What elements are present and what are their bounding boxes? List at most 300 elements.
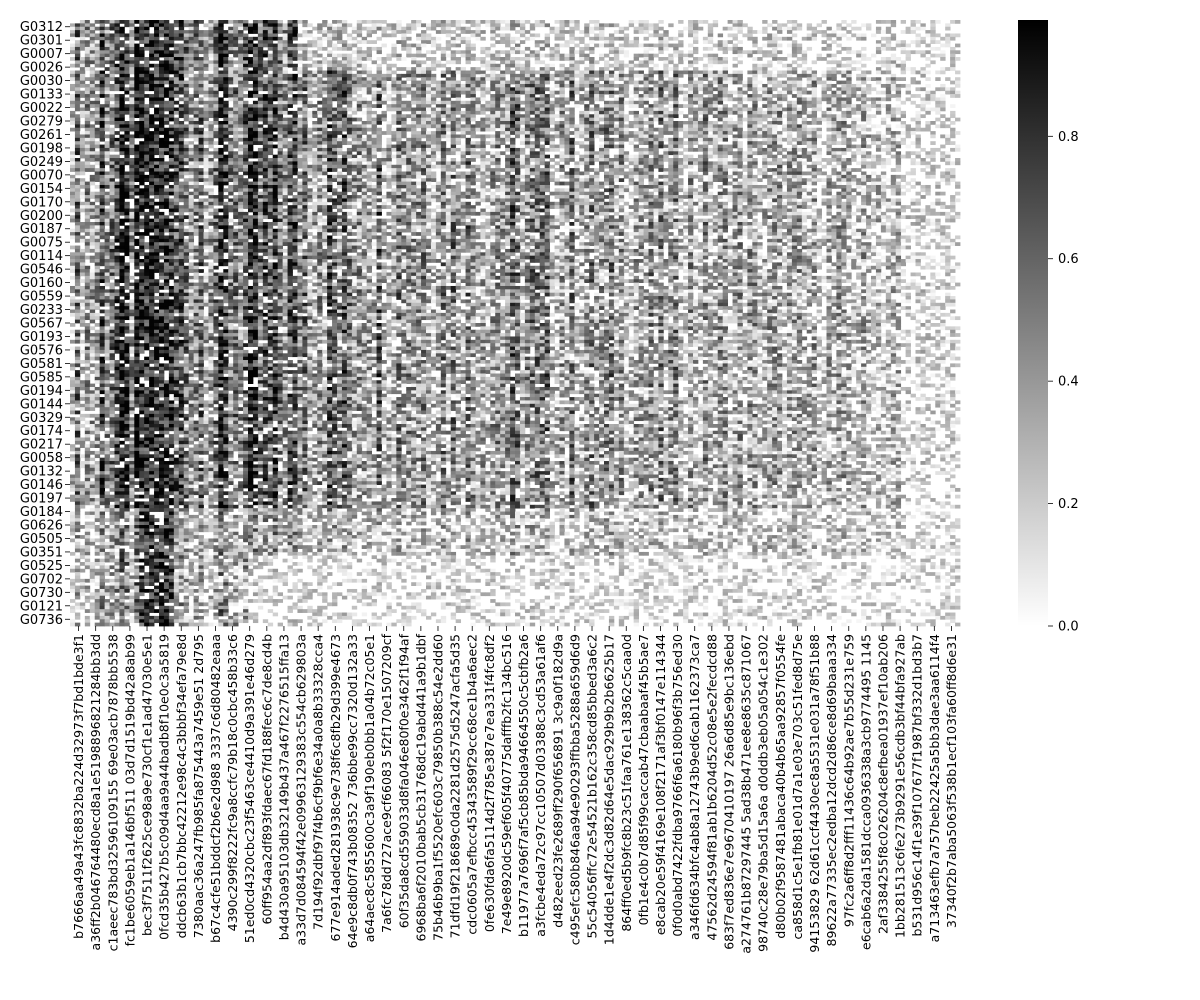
heatmap-cell — [851, 67, 856, 71]
heatmap-cell — [678, 54, 683, 58]
heatmap-cell — [594, 23, 599, 27]
heatmap-cell — [866, 57, 871, 61]
heatmap-cell — [159, 30, 164, 34]
heatmap-cell — [767, 74, 772, 78]
heatmap-cell — [352, 74, 357, 78]
heatmap-cell — [362, 81, 367, 85]
heatmap-cell — [228, 50, 233, 54]
heatmap-cell — [629, 23, 634, 27]
heatmap-cell — [747, 71, 752, 75]
heatmap-cell — [411, 57, 416, 61]
heatmap-cell — [920, 27, 925, 31]
heatmap-cell — [100, 50, 105, 54]
heatmap-cell — [560, 67, 565, 71]
heatmap-cell — [194, 27, 199, 31]
heatmap-cell — [861, 71, 866, 75]
heatmap-cell — [584, 57, 589, 61]
heatmap-cell — [134, 44, 139, 48]
heatmap-cell — [490, 50, 495, 54]
heatmap-cell — [386, 27, 391, 31]
heatmap-cell — [441, 50, 446, 54]
heatmap-cell — [787, 74, 792, 78]
heatmap-cell — [564, 44, 569, 48]
heatmap-cell — [283, 47, 288, 51]
heatmap-cell — [535, 57, 540, 61]
heatmap-cell — [515, 50, 520, 54]
heatmap-cell — [199, 33, 204, 37]
heatmap-cell — [688, 33, 693, 37]
heatmap-cell — [105, 44, 110, 48]
heatmap-cell — [525, 64, 530, 68]
heatmap-cell — [767, 60, 772, 64]
heatmap-cell — [159, 67, 164, 71]
heatmap-cell — [663, 30, 668, 34]
heatmap-cell — [658, 47, 663, 51]
heatmap-cell — [495, 27, 500, 31]
heatmap-cell — [90, 74, 95, 78]
heatmap-cell — [555, 27, 560, 31]
heatmap-cell — [357, 50, 362, 54]
heatmap-cell — [416, 20, 421, 24]
heatmap-cell — [752, 64, 757, 68]
heatmap-cell — [540, 77, 545, 81]
heatmap-cell — [500, 27, 505, 31]
heatmap-cell — [505, 40, 510, 44]
heatmap-cell — [233, 81, 238, 85]
heatmap-cell — [560, 71, 565, 75]
heatmap-cell — [278, 74, 283, 78]
heatmap-cell — [332, 30, 337, 34]
heatmap-cell — [169, 57, 174, 61]
heatmap-cell — [663, 64, 668, 68]
heatmap-cell — [297, 47, 302, 51]
heatmap-cell — [189, 50, 194, 54]
heatmap-cell — [238, 77, 243, 81]
heatmap-cell — [228, 74, 233, 78]
heatmap-cell — [658, 20, 663, 24]
heatmap-cell — [841, 64, 846, 68]
heatmap-cell — [273, 57, 278, 61]
heatmap-cell — [827, 37, 832, 41]
heatmap-cell — [599, 33, 604, 37]
heatmap-cell — [604, 67, 609, 71]
heatmap-cell — [411, 71, 416, 75]
heatmap-cell — [159, 54, 164, 58]
heatmap-cell — [307, 74, 312, 78]
heatmap-cell — [703, 37, 708, 41]
heatmap-cell — [90, 81, 95, 85]
heatmap-cell — [461, 54, 466, 58]
heatmap-cell — [718, 71, 723, 75]
heatmap-cell — [278, 71, 283, 75]
heatmap-cell — [475, 57, 480, 61]
heatmap-cell — [352, 37, 357, 41]
heatmap-cell — [199, 77, 204, 81]
heatmap-cell — [164, 27, 169, 31]
heatmap-cell — [233, 54, 238, 58]
heatmap-cell — [218, 27, 223, 31]
heatmap-cell — [149, 57, 154, 61]
heatmap-cell — [723, 50, 728, 54]
heatmap-cell — [723, 60, 728, 64]
heatmap-cell — [204, 47, 209, 51]
heatmap-cell — [95, 64, 100, 68]
heatmap-cell — [742, 23, 747, 27]
heatmap-cell — [906, 27, 911, 31]
heatmap-cell — [614, 47, 619, 51]
heatmap-cell — [505, 64, 510, 68]
heatmap-cell — [105, 37, 110, 41]
heatmap-cell — [762, 44, 767, 48]
heatmap-cell — [248, 47, 253, 51]
heatmap-cell — [347, 33, 352, 37]
heatmap-cell — [856, 33, 861, 37]
heatmap-cell — [940, 54, 945, 58]
heatmap-cell — [169, 30, 174, 34]
heatmap-cell — [208, 30, 213, 34]
heatmap-cell — [550, 27, 555, 31]
heatmap-cell — [317, 71, 322, 75]
heatmap-cell — [787, 30, 792, 34]
heatmap-cell — [649, 33, 654, 37]
heatmap-cell — [846, 57, 851, 61]
heatmap-cell — [639, 30, 644, 34]
heatmap-cell — [733, 77, 738, 81]
heatmap-cell — [569, 40, 574, 44]
heatmap-cell — [609, 33, 614, 37]
heatmap-cell — [421, 44, 426, 48]
heatmap-cell — [431, 44, 436, 48]
heatmap-cell — [134, 33, 139, 37]
heatmap-cell — [312, 44, 317, 48]
heatmap-cell — [293, 44, 298, 48]
heatmap-cell — [129, 30, 134, 34]
heatmap-cell — [154, 23, 159, 27]
heatmap-cell — [174, 37, 179, 41]
heatmap-cell — [268, 74, 273, 78]
heatmap-cell — [110, 47, 115, 51]
heatmap-cell — [273, 60, 278, 64]
heatmap-cell — [451, 23, 456, 27]
heatmap-cell — [752, 77, 757, 81]
heatmap-cell — [258, 40, 263, 44]
heatmap-cell — [831, 60, 836, 64]
heatmap-cell — [362, 67, 367, 71]
heatmap-cell — [693, 71, 698, 75]
heatmap-cell — [347, 60, 352, 64]
heatmap-cell — [723, 74, 728, 78]
heatmap-cell — [485, 47, 490, 51]
heatmap-cell — [708, 64, 713, 68]
heatmap-cell — [283, 33, 288, 37]
heatmap-cell — [144, 60, 149, 64]
heatmap-cell — [164, 77, 169, 81]
heatmap-cell — [604, 77, 609, 81]
heatmap-cell — [85, 20, 90, 24]
heatmap-cell — [213, 54, 218, 58]
heatmap-cell — [555, 30, 560, 34]
heatmap-cell — [891, 60, 896, 64]
heatmap-cell — [787, 20, 792, 24]
heatmap-cell — [920, 67, 925, 71]
heatmap-cell — [228, 27, 233, 31]
heatmap-cell — [105, 47, 110, 51]
heatmap-cell — [115, 71, 120, 75]
heatmap-cell — [322, 60, 327, 64]
heatmap-cell — [297, 33, 302, 37]
heatmap-cell — [179, 30, 184, 34]
heatmap-cell — [119, 74, 124, 78]
heatmap-cell — [490, 30, 495, 34]
heatmap-cell — [283, 44, 288, 48]
heatmap-cell — [416, 67, 421, 71]
heatmap-cell — [293, 57, 298, 61]
heatmap-cell — [362, 40, 367, 44]
heatmap-cell — [485, 74, 490, 78]
heatmap-cell — [644, 37, 649, 41]
heatmap-cell — [115, 67, 120, 71]
heatmap-cell — [169, 23, 174, 27]
heatmap-cell — [85, 23, 90, 27]
heatmap-cell — [846, 77, 851, 81]
heatmap-cell — [787, 64, 792, 68]
heatmap-cell — [569, 33, 574, 37]
heatmap-cell — [90, 54, 95, 58]
heatmap-cell — [480, 64, 485, 68]
heatmap-cell — [164, 47, 169, 51]
heatmap-cell — [119, 30, 124, 34]
heatmap-cell — [861, 57, 866, 61]
heatmap-cell — [194, 23, 199, 27]
heatmap-cell — [925, 50, 930, 54]
heatmap-cell — [911, 40, 916, 44]
heatmap-cell — [317, 60, 322, 64]
heatmap-cell — [851, 33, 856, 37]
heatmap-cell — [431, 67, 436, 71]
heatmap-cell — [70, 30, 75, 34]
heatmap-cell — [466, 30, 471, 34]
heatmap-cell — [945, 27, 950, 31]
heatmap-cell — [377, 27, 382, 31]
heatmap-cell — [199, 60, 204, 64]
heatmap-cell — [238, 60, 243, 64]
heatmap-cell — [273, 67, 278, 71]
heatmap-cell — [950, 64, 955, 68]
heatmap-cell — [337, 30, 342, 34]
heatmap-cell — [451, 50, 456, 54]
heatmap-cell — [925, 57, 930, 61]
heatmap-cell — [134, 37, 139, 41]
heatmap-cell — [213, 81, 218, 85]
heatmap-cell — [144, 37, 149, 41]
heatmap-cell — [466, 37, 471, 41]
heatmap-cell — [490, 77, 495, 81]
heatmap-cell — [159, 50, 164, 54]
heatmap-cell — [644, 54, 649, 58]
heatmap-cell — [95, 50, 100, 54]
heatmap-cell — [263, 37, 268, 41]
heatmap-cell — [159, 20, 164, 24]
heatmap-cell — [100, 20, 105, 24]
heatmap-cell — [95, 37, 100, 41]
heatmap-cell — [555, 37, 560, 41]
heatmap-cell — [663, 40, 668, 44]
heatmap-cell — [134, 67, 139, 71]
heatmap-cell — [268, 47, 273, 51]
heatmap-cell — [574, 23, 579, 27]
heatmap-cell — [767, 23, 772, 27]
heatmap-cell — [199, 47, 204, 51]
heatmap-cell — [495, 33, 500, 37]
heatmap-cell — [154, 77, 159, 81]
heatmap-cell — [105, 77, 110, 81]
heatmap-cell — [663, 37, 668, 41]
heatmap-cell — [169, 40, 174, 44]
heatmap-cell — [564, 40, 569, 44]
heatmap-cell — [337, 60, 342, 64]
heatmap-cell — [184, 57, 189, 61]
heatmap-cell — [762, 20, 767, 24]
heatmap-cell — [154, 81, 159, 85]
heatmap-cell — [589, 60, 594, 64]
heatmap-cell — [653, 44, 658, 48]
heatmap-cell — [614, 64, 619, 68]
heatmap-cell — [782, 57, 787, 61]
heatmap-cell — [144, 64, 149, 68]
heatmap-cell — [406, 74, 411, 78]
heatmap-cell — [75, 40, 80, 44]
heatmap-cell — [179, 27, 184, 31]
heatmap-cell — [451, 77, 456, 81]
heatmap-cell — [179, 60, 184, 64]
heatmap-cell — [124, 81, 129, 85]
heatmap-cell — [485, 77, 490, 81]
heatmap-cell — [169, 81, 174, 85]
heatmap-cell — [579, 77, 584, 81]
heatmap-cell — [787, 71, 792, 75]
heatmap-cell — [377, 47, 382, 51]
heatmap-cell — [896, 64, 901, 68]
heatmap-cell — [678, 50, 683, 54]
heatmap-cell — [629, 20, 634, 24]
heatmap-cell — [762, 67, 767, 71]
heatmap-cell — [609, 64, 614, 68]
heatmap-cell — [342, 27, 347, 31]
heatmap-cell — [550, 57, 555, 61]
heatmap-cell — [822, 71, 827, 75]
heatmap-cell — [263, 77, 268, 81]
heatmap-cell — [233, 40, 238, 44]
heatmap-cell — [564, 67, 569, 71]
heatmap-cell — [411, 44, 416, 48]
heatmap-cell — [421, 60, 426, 64]
heatmap-cell — [896, 57, 901, 61]
heatmap-cell — [446, 27, 451, 31]
heatmap-cell — [159, 74, 164, 78]
heatmap-cell — [238, 23, 243, 27]
heatmap-cell — [115, 44, 120, 48]
heatmap-cell — [243, 77, 248, 81]
heatmap-cell — [693, 37, 698, 41]
heatmap-cell — [520, 23, 525, 27]
heatmap-cell — [139, 71, 144, 75]
heatmap-cell — [347, 67, 352, 71]
heatmap-cell — [243, 23, 248, 27]
heatmap-cell — [856, 50, 861, 54]
heatmap-cell — [80, 23, 85, 27]
heatmap-cell — [337, 64, 342, 68]
heatmap-cell — [530, 54, 535, 58]
heatmap-cell — [574, 44, 579, 48]
heatmap-cell — [480, 47, 485, 51]
heatmap-cell — [589, 37, 594, 41]
heatmap-cell — [475, 23, 480, 27]
heatmap-cell — [129, 64, 134, 68]
heatmap-cell — [426, 57, 431, 61]
heatmap-cell — [213, 64, 218, 68]
heatmap-cell — [228, 81, 233, 85]
heatmap-cell — [609, 44, 614, 48]
heatmap-cell — [624, 74, 629, 78]
heatmap-cell — [807, 23, 812, 27]
heatmap-cell — [510, 57, 515, 61]
heatmap-cell — [134, 64, 139, 68]
heatmap-cell — [139, 30, 144, 34]
heatmap-cell — [327, 71, 332, 75]
heatmap-cell — [164, 81, 169, 85]
heatmap-cell — [115, 27, 120, 31]
heatmap-cell — [500, 71, 505, 75]
heatmap-cell — [569, 67, 574, 71]
heatmap-cell — [85, 50, 90, 54]
heatmap-cell — [505, 54, 510, 58]
heatmap-cell — [456, 33, 461, 37]
heatmap-cell — [574, 71, 579, 75]
heatmap-cell — [525, 60, 530, 64]
heatmap-cell — [861, 23, 866, 27]
heatmap-cell — [382, 27, 387, 31]
heatmap-cell — [485, 20, 490, 24]
heatmap-cell — [95, 20, 100, 24]
heatmap-cell — [119, 81, 124, 85]
heatmap-cell — [253, 71, 258, 75]
heatmap-cell — [90, 60, 95, 64]
heatmap-cell — [357, 30, 362, 34]
heatmap-cell — [500, 20, 505, 24]
heatmap-cell — [293, 37, 298, 41]
heatmap-cell — [253, 77, 258, 81]
heatmap-cell — [693, 20, 698, 24]
heatmap-cell — [327, 77, 332, 81]
heatmap-cell — [945, 23, 950, 27]
heatmap-cell — [105, 27, 110, 31]
heatmap-cell — [891, 20, 896, 24]
heatmap-cell — [861, 33, 866, 37]
heatmap-cell — [391, 77, 396, 81]
heatmap-cell — [347, 74, 352, 78]
heatmap-cell — [129, 67, 134, 71]
heatmap-cell — [367, 67, 372, 71]
heatmap-cell — [777, 50, 782, 54]
heatmap-cell — [713, 23, 718, 27]
heatmap-cell — [925, 30, 930, 34]
heatmap-cell — [129, 33, 134, 37]
heatmap-cell — [416, 33, 421, 37]
heatmap-cell — [431, 64, 436, 68]
heatmap-cell — [480, 37, 485, 41]
heatmap-cell — [362, 77, 367, 81]
heatmap-cell — [169, 27, 174, 31]
